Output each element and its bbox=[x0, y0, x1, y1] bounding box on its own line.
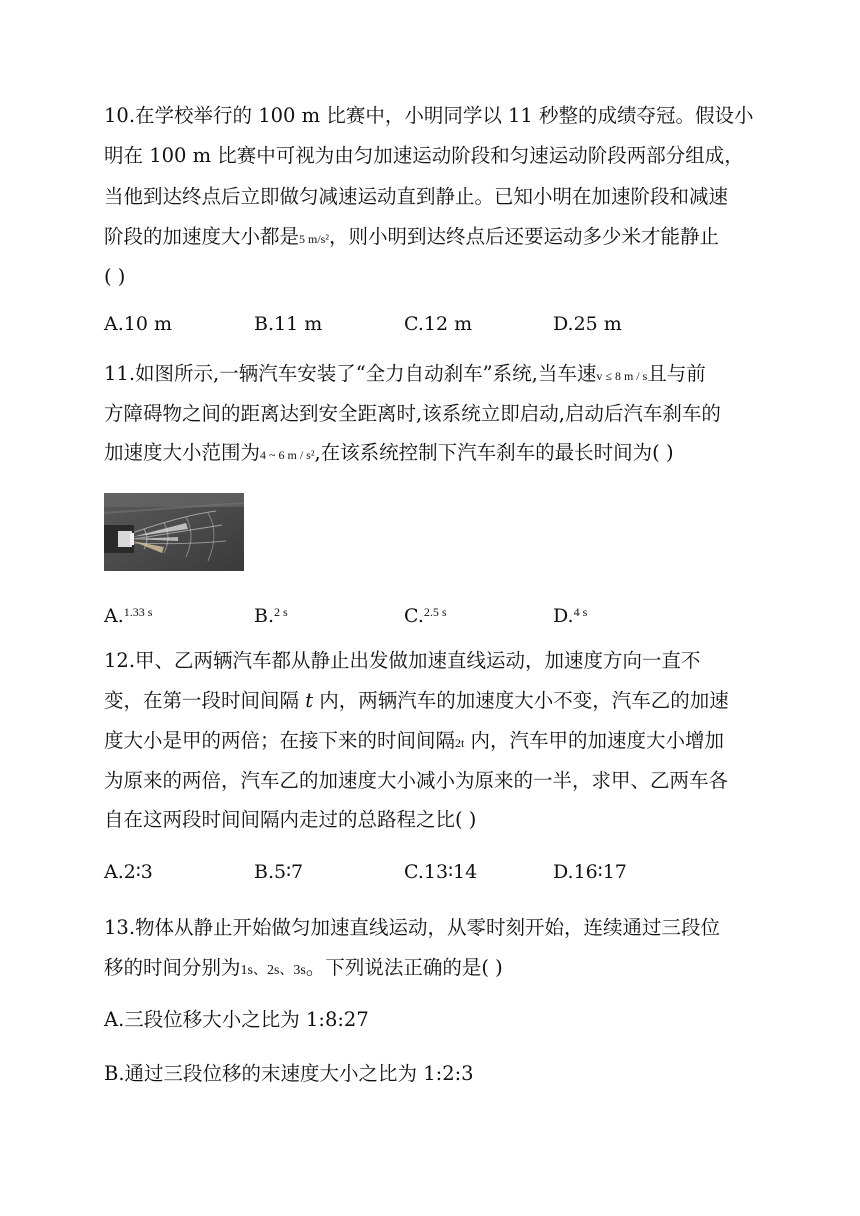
q12-line-3 bbox=[104, 729, 724, 755]
q13-option-a: A.三段位移大小之比为 1:8:27 bbox=[104, 1008, 369, 1031]
q10-line-2: 明在 100 m 比赛中可视为由匀加速运动阶段和匀速运动阶段两部分组成， bbox=[104, 144, 744, 167]
q11-option-d bbox=[553, 600, 587, 628]
q11-option-a-value: 1.33 s bbox=[123, 605, 153, 619]
q13-line-2-text: 移的时间分别为 bbox=[104, 956, 241, 979]
q10-line-4-text-end: ，则小明到达终点后还要运动多少米才能静止 bbox=[328, 225, 719, 248]
q11-option-c-value: 2.5 s bbox=[423, 605, 447, 619]
q10-line-4 bbox=[104, 225, 719, 251]
q11-option-a-letter: A. bbox=[104, 605, 124, 627]
q11-option-b-letter: B. bbox=[254, 605, 275, 627]
q12-option-c: C.13∶14 bbox=[404, 861, 478, 883]
q11-option-a bbox=[104, 600, 152, 628]
q11-line-1-text: 11.如图所示,一辆汽车安装了“全力自动刹车”系统,当车速 bbox=[104, 362, 597, 385]
q11-line-2: 方障碍物之间的距离达到安全距离时,该系统立即启动,启动后汽车刹车的 bbox=[104, 402, 721, 425]
q11-line-1 bbox=[104, 362, 706, 388]
q12-option-d: D.16∶17 bbox=[553, 861, 627, 883]
q10-answer-bracket: ( ) bbox=[104, 265, 126, 288]
q11-option-c bbox=[404, 600, 447, 628]
q11-option-c-letter: C. bbox=[404, 605, 424, 627]
q11-option-b-value: 2 s bbox=[274, 605, 288, 619]
q13-line-2 bbox=[104, 956, 503, 983]
q12-line-5: 自在这两段时间间隔内走过的总路程之比( ) bbox=[104, 808, 477, 831]
q10-acceleration-formula: 5 m/s² bbox=[299, 232, 329, 246]
q11-speed-formula: v ≤ 8 m / s bbox=[596, 369, 648, 383]
q12-line-2-text-end: 内，两辆汽车的加速度大小不变，汽车乙的加速 bbox=[313, 689, 729, 712]
q11-line-1-text-end: 且与前 bbox=[647, 362, 706, 385]
q11-option-b bbox=[254, 600, 288, 628]
q12-line-3-text: 度大小是甲的两倍；在接下来的时间间隔 bbox=[104, 729, 456, 752]
q13-time-formula: 1s、2s、3s bbox=[240, 963, 306, 978]
q12-option-a: A.2∶3 bbox=[104, 861, 153, 883]
q11-option-d-value: 4 s bbox=[573, 605, 588, 619]
q10-option-d: D.25 m bbox=[553, 313, 622, 335]
q11-line-3 bbox=[104, 441, 674, 467]
q12-line-3-text-end: 内，汽车甲的加速度大小增加 bbox=[464, 729, 725, 752]
q13-line-1: 13.物体从静止开始做匀加速直线运动，从零时刻开始，连续通过三段位 bbox=[104, 916, 721, 939]
q12-option-b: B.5∶7 bbox=[254, 861, 304, 883]
q12-time-formula: 2t bbox=[455, 736, 465, 750]
q11-line-3-text-end: ,在该系统控制下汽车刹车的最长时间为( ) bbox=[314, 441, 674, 464]
q11-acceleration-range-formula: 4 ~ 6 m / s² bbox=[260, 448, 315, 462]
q10-option-b: B.11 m bbox=[254, 313, 323, 335]
q10-line-1: 10.在学校举行的 100 m 比赛中，小明同学以 11 秒整的成绩夺冠。假设小 bbox=[104, 104, 754, 127]
q11-line-3-text: 加速度大小范围为 bbox=[104, 441, 261, 464]
q13-line-2-text-end: 。下列说法正确的是( ) bbox=[305, 956, 503, 979]
q10-line-3: 当他到达终点后立即做匀减速运动直到静止。已知小明在加速阶段和减速 bbox=[104, 185, 729, 208]
car-braking-image bbox=[104, 493, 244, 571]
q10-line-4-text: 阶段的加速度大小都是 bbox=[104, 225, 300, 248]
q13-option-b: B.通过三段位移的末速度大小之比为 1:2:3 bbox=[104, 1062, 474, 1085]
q12-time-variable: t bbox=[305, 689, 314, 712]
q12-line-4: 为原来的两倍，汽车乙的加速度大小减小为原来的一半，求甲、乙两车各 bbox=[104, 769, 729, 792]
q12-line-2-text: 变，在第一段时间间隔 bbox=[104, 689, 306, 712]
q12-line-2 bbox=[104, 689, 729, 713]
q11-option-d-letter: D. bbox=[553, 605, 574, 627]
q10-option-a: A.10 m bbox=[104, 313, 172, 335]
q10-option-c: C.12 m bbox=[404, 313, 473, 335]
q12-line-1: 12.甲、乙两辆汽车都从静止出发做加速直线运动，加速度方向一直不 bbox=[104, 649, 701, 672]
